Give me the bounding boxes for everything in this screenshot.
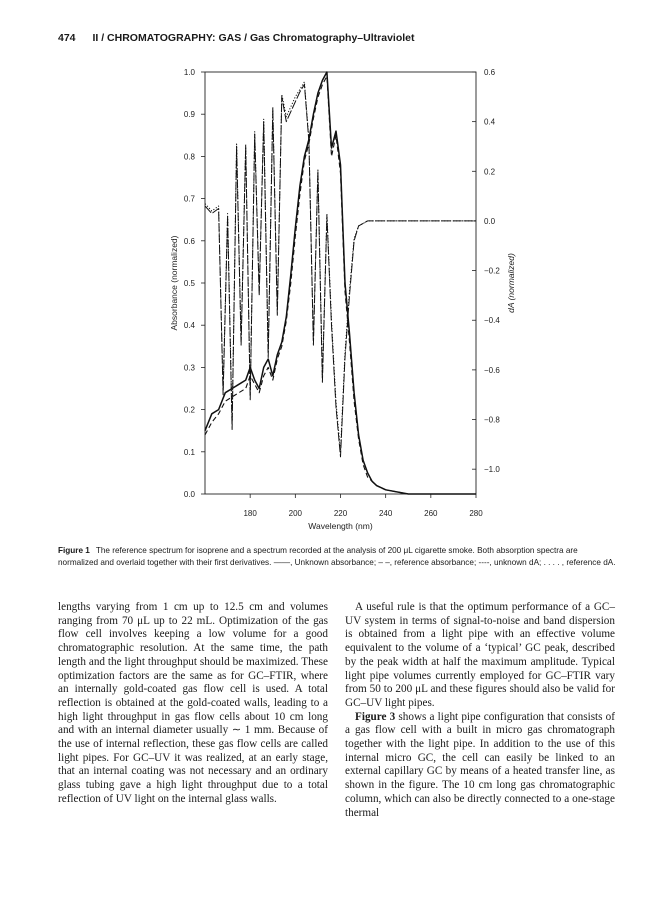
left-column	[58, 601, 328, 807]
figure-caption-text: The reference spectrum for isoprene and a spectrum recorded at the analysis of 200 μL cigarette smoke. Both absorption spectra are normalized and overlaid together with their first derivatives. ——, Unknown absorbance; – –, reference absorbance; ----, unknown dA; . . . . , reference dA.	[58, 546, 616, 567]
y-tick-label: 0.2	[183, 405, 195, 415]
y-tick-label: 0.4	[183, 321, 195, 331]
y2-tick-label: 0.4	[484, 117, 496, 127]
series-line-unknown-absorbance	[205, 72, 476, 494]
x-tick-label: 240	[378, 509, 393, 518]
y-tick-label: 0.8	[183, 152, 195, 162]
x-tick-label: 200	[288, 509, 303, 518]
figure-label: Figure 1	[58, 546, 90, 555]
y-tick-label: 0.5	[183, 279, 195, 288]
y2-tick-label: −1.0	[484, 465, 500, 475]
y2-axis-label: dA (normalized)	[506, 253, 516, 313]
right-paragraph-2-text: shows a light pipe configuration that consists of a gas flow cell with a built in micro gas chromatograph together with the light pipe. In addition to the use of this internal micro GC, the cell can easily be linked to an external capillary GC by means of a heated transfer line, as shown in the figure. The 10 cm long gas chromatographic column, which can also be directly connected to a one-stage thermal	[345, 710, 615, 819]
right-paragraph-2	[345, 711, 615, 821]
series-line-unknown-da	[205, 84, 476, 456]
right-column	[345, 601, 615, 820]
series-line-reference-absorbance	[205, 76, 476, 494]
y-tick-label: 0.0	[183, 490, 195, 499]
right-paragraph-1: A useful rule is that the optimum performance of a GC–UV system in terms of signal-to-noise and band dispersion is obtained from a light pipe with an effective volume equivalent to the volume of a ‘typical’ GC peak, described by the peak width at half the maximum amplitude. Typical light pipe volumes currently employed for GC–FTIR vary from 50 to 200 μL and these figures should also be valid for GC–UV light pipes.	[345, 601, 615, 709]
y2-tick-label: −0.4	[484, 316, 500, 326]
left-paragraph: lengths varying from 1 cm up to 12.5 cm and volumes ranging from 70 μL up to 22 mL. Optimization of the gas flow cell involves keeping a low volume for a good chromatographic resolution. At the same time, the path length and the light throughput should be maximized. These optimization factors are the same as for GC–FTIR, where an internally gold-coated gas flow cell is used. A total reflection is obtained at the gold-coated walls, leading to a high light throughput in gas flow cells about 10 cm long and with an internal diameter usually ∼ 1 mm. Because of the use of internal reflection, these gas flow cells are called light pipes. For GC–UV it was realized, at an early stage, that an internal coating was not necessary and an ordinary glass tubing gave a high light throughput due to a total reflection of UV light on the internal glass walls.	[58, 601, 328, 805]
x-tick-label: 280	[469, 509, 483, 518]
series-line-reference-da	[205, 82, 476, 452]
page-number: 474	[58, 32, 76, 44]
y2-tick-label: −0.6	[484, 365, 500, 375]
y2-tick-label: 0.2	[484, 167, 496, 177]
x-tick-label: 260	[424, 509, 438, 518]
x-tick-label: 220	[333, 509, 348, 518]
y2-tick-label: 0.0	[484, 216, 496, 226]
y2-tick-label: −0.8	[484, 415, 500, 425]
y-tick-label: 0.7	[183, 194, 195, 204]
x-tick-label: 180	[243, 509, 257, 518]
y-tick-label: 0.9	[183, 110, 195, 120]
y2-tick-label: 0.6	[484, 68, 496, 77]
y2-tick-label: −0.2	[484, 266, 500, 276]
x-axis-label: Wavelength (nm)	[308, 521, 373, 531]
y-tick-label: 0.3	[183, 363, 195, 373]
y-axis-label: Absorbance (normalized)	[169, 235, 179, 331]
y-tick-label: 1.0	[183, 68, 195, 77]
y-tick-label: 0.6	[183, 236, 195, 246]
figure-reference: Figure 3	[355, 710, 396, 723]
y-tick-label: 0.1	[183, 447, 195, 457]
figure-caption	[58, 545, 618, 568]
running-title: II / CHROMATOGRAPHY: GAS / Gas Chromatography–Ultraviolet	[92, 32, 415, 44]
plot-frame	[205, 72, 476, 494]
